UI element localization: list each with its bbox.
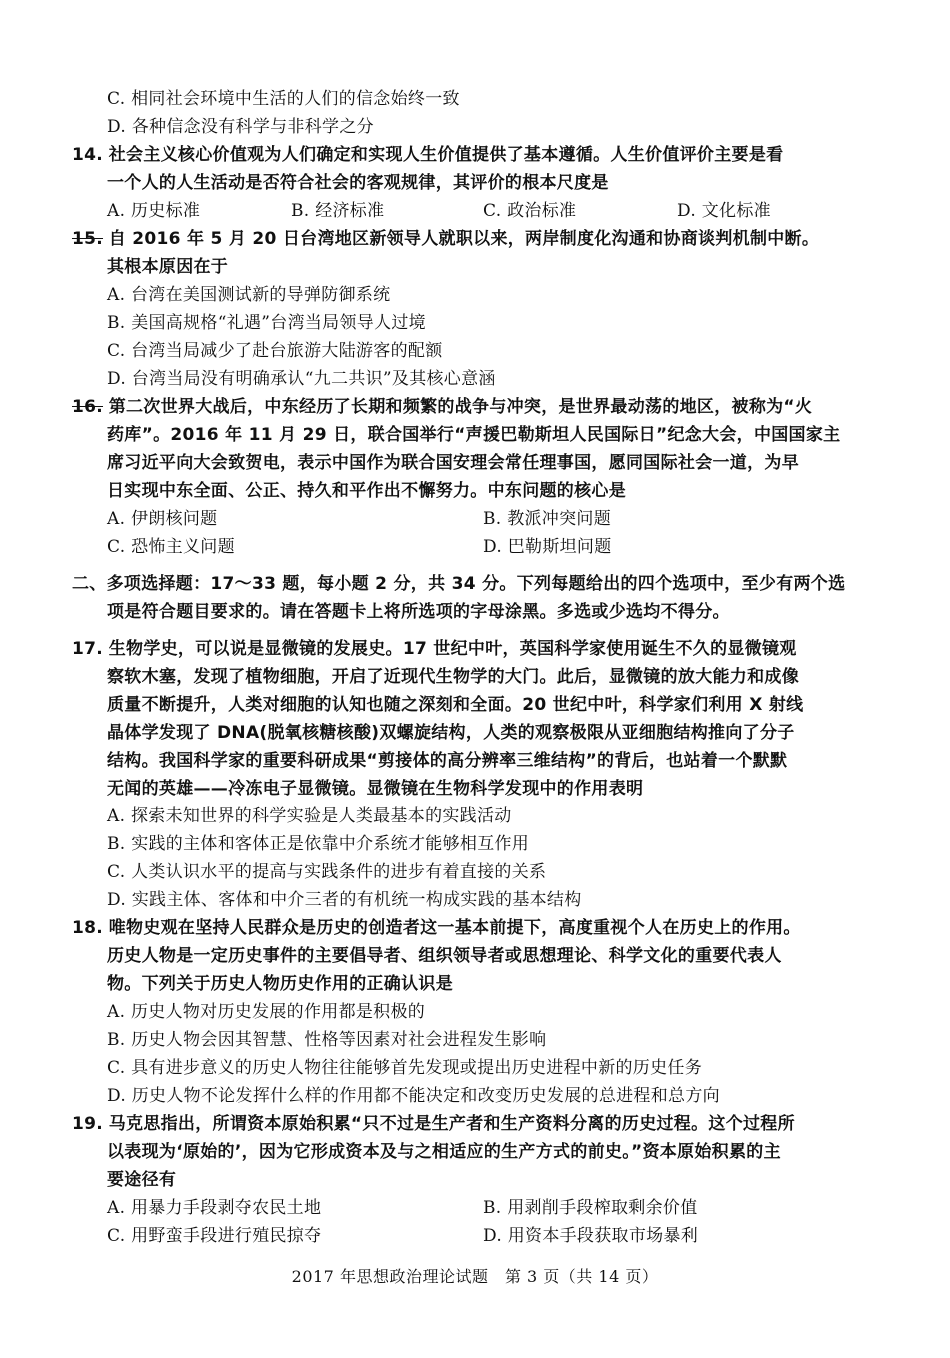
q16-option-c: C. 恐怖主义问题	[107, 537, 235, 557]
q17-option-a: A. 探索未知世界的科学实验是人类最基本的实践活动	[107, 806, 512, 826]
q17-stem-line-6: 无闻的英雄——冷冻电子显微镜。显微镜在生物科学发现中的作用表明	[107, 779, 644, 799]
q19-number: 19.	[72, 1114, 104, 1134]
q15-stem-line-2: 其根本原因在于	[107, 257, 229, 277]
q18-stem-text-1: 唯物史观在坚持人民群众是历史的创造者这一基本前提下，高度重视个人在历史上的作用。	[108, 918, 801, 938]
q16-stem-text-1: 第二次世界大战后，中东经历了长期和频繁的战争与冲突，是世界最动荡的地区，被称为“火	[108, 397, 813, 417]
q16-stem-line-1	[72, 395, 812, 419]
q14-stem-text-1: 社会主义核心价值观为人们确定和实现人生价值提供了基本遵循。人生价值评价主要是看	[108, 145, 784, 165]
q18-option-b: B. 历史人物会因其智慧、性格等因素对社会进程发生影响	[107, 1030, 547, 1050]
q17-stem-line-5: 结构。我国科学家的重要科研成果“剪接体的高分辨率三维结构”的背后，也站着一个默默	[107, 751, 788, 771]
q13-option-d: D. 各种信念没有科学与非科学之分	[107, 117, 374, 137]
q14-stem-line-2: 一个人的人生活动是否符合社会的客观规律，其评价的根本尺度是	[107, 173, 609, 193]
q18-stem-line-2: 历史人物是一定历史事件的主要倡导者、组织领导者或思想理论、科学文化的重要代表人	[107, 946, 782, 966]
q13-option-c: C. 相同社会环境中生活的人们的信念始终一致	[107, 89, 460, 109]
q16-stem-line-2: 药库”。2016 年 11 月 29 日，联合国举行“声援巴勒斯坦人民国际日”纪念大会，中国国家主	[107, 425, 841, 445]
q19-stem-text-1: 马克思指出，所谓资本原始积累“只不过是生产者和生产资料分离的历史过程。这个过程所	[108, 1114, 795, 1134]
q17-stem-line-4: 晶体学发现了 DNA(脱氧核糖核酸)双螺旋结构，人类的观察极限从亚细胞结构推向了分子	[107, 723, 795, 743]
q17-stem-line-2: 察软木塞，发现了植物细胞，开启了近现代生物学的大门。此后，显微镜的放大能力和成像	[107, 667, 799, 687]
q19-option-c: C. 用野蛮手段进行殖民掠夺	[107, 1226, 322, 1246]
q18-option-c: C. 具有进步意义的历史人物往往能够首先发现或提出历史进程中新的历史任务	[107, 1058, 703, 1078]
q17-number: 17.	[72, 639, 104, 659]
q17-stem-text-1: 生物学史，可以说是显微镜的发展史。17 世纪中叶，英国科学家使用诞生不久的显微镜观	[108, 639, 797, 659]
section2-heading-line-1: 二、多项选择题：17～33 题，每小题 2 分，共 34 分。下列每题给出的四个选项中，至少有两个选	[72, 574, 846, 594]
q19-stem-line-2: 以表现为‘原始的’，因为它形成资本及与之相适应的生产方式的前史。”资本原始积累的主	[107, 1142, 781, 1162]
q14-number: 14.	[72, 145, 104, 165]
q14-option-a: A. 历史标准	[107, 201, 201, 221]
q16-option-d: D. 巴勒斯坦问题	[483, 537, 612, 557]
q15-option-d: D. 台湾当局没有明确承认“九二共识”及其核心意涵	[107, 369, 496, 389]
q19-stem-line-1	[72, 1112, 795, 1136]
q19-option-a: A. 用暴力手段剥夺农民土地	[107, 1198, 322, 1218]
q14-stem-line-1	[72, 143, 783, 167]
page-footer: 2017 年思想政治理论试题 第 3 页（共 14 页）	[291, 1267, 659, 1286]
q14-option-d: D. 文化标准	[677, 201, 771, 221]
q15-stem-line-1	[72, 227, 819, 251]
q18-stem-line-1	[72, 916, 801, 940]
section2-heading-line-2: 项是符合题目要求的。请在答题卡上将所选项的字母涂黑。多选或少选均不得分。	[107, 602, 730, 622]
q16-stem-line-3: 席习近平向大会致贺电，表示中国作为联合国安理会常任理事国，愿同国际社会一道，为早	[107, 453, 799, 473]
q17-option-c: C. 人类认识水平的提高与实践条件的进步有着直接的关系	[107, 862, 547, 882]
q14-option-b: B. 经济标准	[291, 201, 385, 221]
q16-option-b: B. 教派冲突问题	[483, 509, 611, 529]
q19-option-b: B. 用剥削手段榨取剩余价值	[483, 1198, 698, 1218]
q18-option-a: A. 历史人物对历史发展的作用都是积极的	[107, 1002, 426, 1022]
q15-option-a: A. 台湾在美国测试新的导弹防御系统	[107, 285, 391, 305]
q18-stem-line-3: 物。下列关于历史人物历史作用的正确认识是	[107, 974, 453, 994]
q15-stem-text-1: 自 2016 年 5 月 20 日台湾地区新领导人就职以来，两岸制度化沟通和协商谈判机制中断。	[108, 229, 820, 249]
q16-number: 16.	[72, 397, 104, 417]
q15-number: 15.	[72, 229, 104, 249]
q16-option-a: A. 伊朗核问题	[107, 509, 218, 529]
q14-option-c: C. 政治标准	[483, 201, 577, 221]
q18-number: 18.	[72, 918, 104, 938]
q17-stem-line-1	[72, 637, 797, 661]
q16-stem-line-4: 日实现中东全面、公正、持久和平作出不懈努力。中东问题的核心是	[107, 481, 626, 501]
q17-option-d: D. 实践主体、客体和中介三者的有机统一构成实践的基本结构	[107, 890, 582, 910]
q15-option-b: B. 美国高规格“礼遇”台湾当局领导人过境	[107, 313, 426, 333]
q17-stem-line-3: 质量不断提升，人类对细胞的认知也随之深刻和全面。20 世纪中叶，科学家们利用 X 射线	[107, 695, 804, 715]
q19-option-d: D. 用资本手段获取市场暴利	[483, 1226, 699, 1246]
q17-option-b: B. 实践的主体和客体正是依靠中介系统才能够相互作用	[107, 834, 530, 854]
q18-option-d: D. 历史人物不论发挥什么样的作用都不能决定和改变历史发展的总进程和总方向	[107, 1086, 720, 1106]
q19-stem-line-3: 要途径有	[107, 1170, 177, 1190]
q15-option-c: C. 台湾当局减少了赴台旅游大陆游客的配额	[107, 341, 443, 361]
